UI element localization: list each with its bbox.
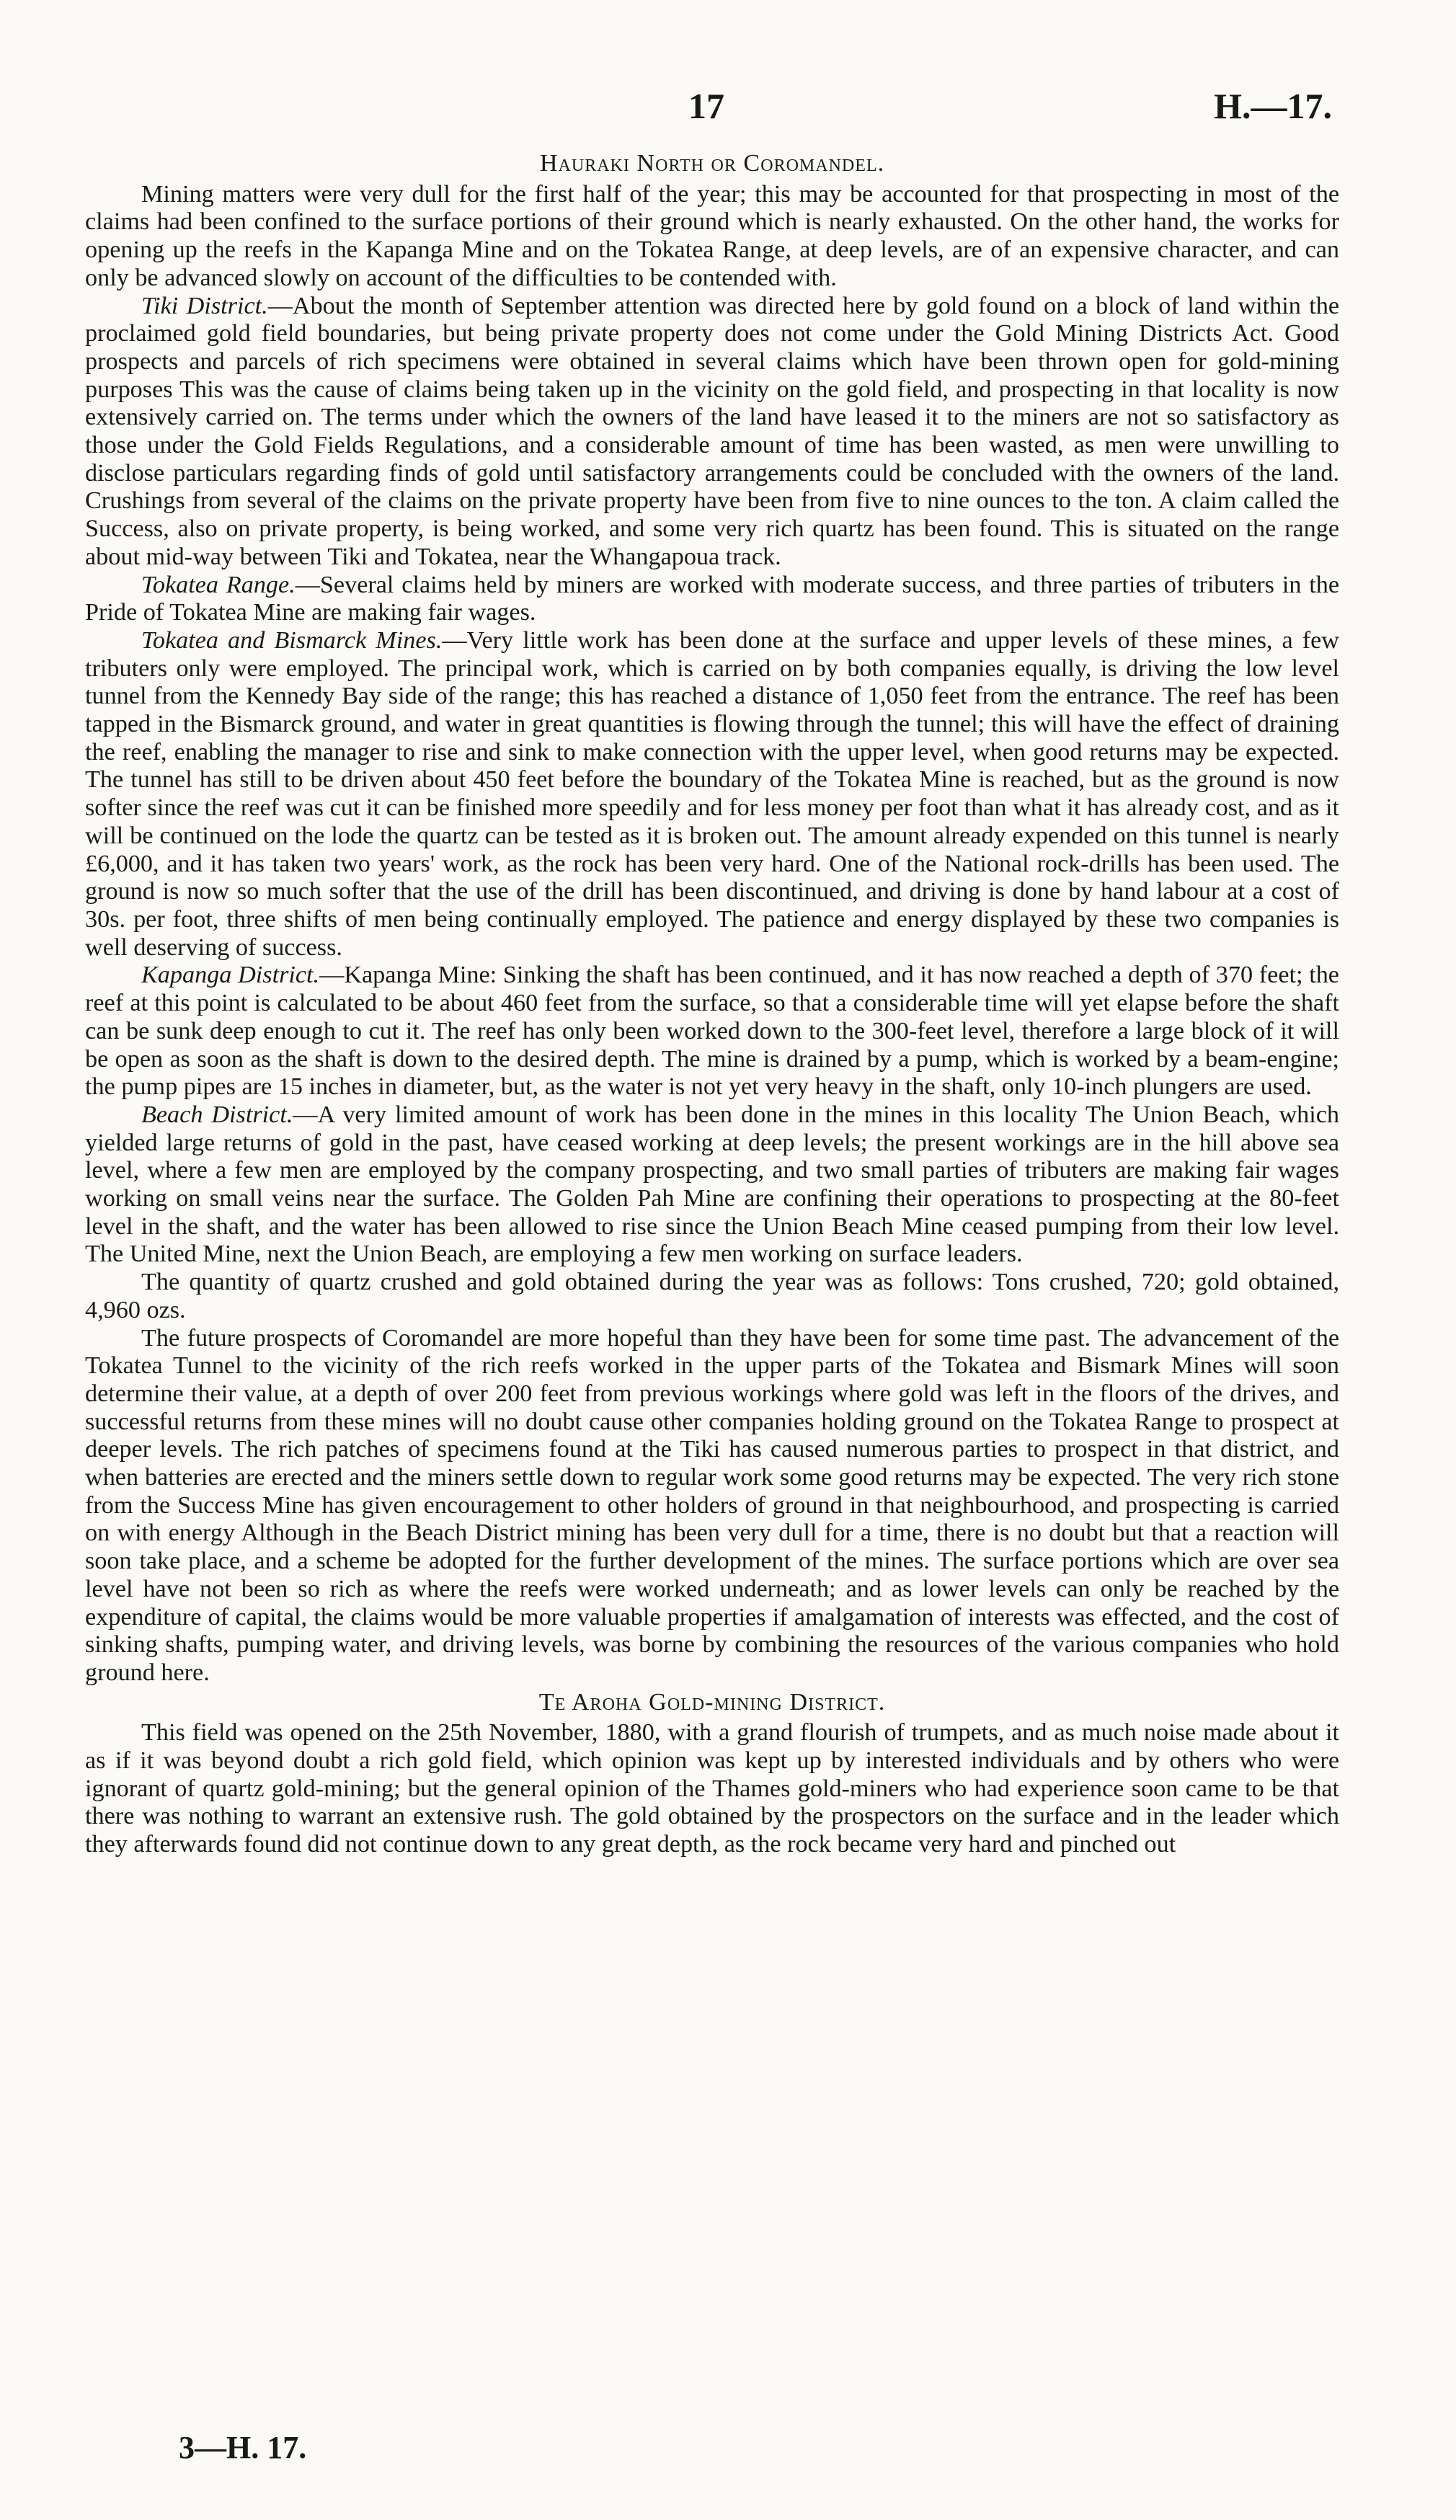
footer-signature: 3—H. 17.: [179, 2430, 307, 2465]
paragraph-text: Mining matters were very dull for the first half of the year; this may be accounted for that prospecting in most of the claims had been confined to the surface portions of their ground which is nearly exhausted. On the other hand, the works for opening up the reefs in the Kapanga Mine and on the Tokatea Range, at deep levels, are of an expensive character, and can only be advanced slowly on account of the difficulties to be contended with.: [85, 180, 1339, 291]
paragraph-text: The quantity of quartz crushed and gold obtained during the year was as follows: Tons crushed, 720; gold obtained, 4,960 ozs.: [85, 1269, 1339, 1323]
body-text: [85, 148, 1339, 1859]
paragraph-beach-district: [85, 1101, 1339, 1269]
paragraph-text: —Kapanga Mine: Sinking the shaft has been continued, and it has now reached a depth of 370 feet; the reef at this point is calculated to be about 460 feet from the surface, so that a considerable time will yet elapse before the shaft can be sunk deep enough to cut it. The reef has only been worked down to the 300-feet level, therefore a large block of it will be open as soon as the shaft is down to the desired depth. The mine is drained by a pump, which is worked by a beam-engine; the pump pipes are 15 inches in diameter, but, as the water is not yet very heavy in the shaft, only 10-inch plungers are used.: [85, 962, 1339, 1101]
page-number: 17: [688, 86, 724, 126]
paragraph-kapanga-district: [85, 962, 1339, 1101]
district-label: Tokatea Range.: [141, 571, 296, 598]
paragraph-mining-matters: [85, 181, 1339, 293]
paragraph-text: —Several claims held by miners are worked with moderate success, and three parties of tributers in the Pride of Tokatea Mine are making fair wages.: [85, 571, 1340, 626]
paragraph-text: This field was opened on the 25th November, 1880, with a grand flourish of trumpets, and as much noise made about it as if it was beyond doubt a rich gold field, which opinion was kept up by interested individuals and by others who were ignorant of quartz gold-mining; but the general opinion of the Thames gold-miners who had experience soon came to be that there was nothing to warrant an extensive rush. The gold obtained by the prospectors on the surface and in the leader which they afterwards found did not continue down to any great depth, as the rock became very hard and pinched out: [85, 1719, 1339, 1858]
district-label: Kapanga District.: [141, 962, 320, 989]
paragraph-text: —Very little work has been done at the surface and upper levels of these mines, a few tributers only were employed. The principal work, which is carried on by both companies equally, is driving the low level tunnel from the Kennedy Bay side of the range; this has reached a distance of 1,050 feet from the entrance. The reef has been tapped in the Bismarck ground, and water in great quantities is flowing through the tunnel; this will have the effect of draining the reef, enabling the manager to rise and sink to make connection with the upper level, when good returns may be expected. The tunnel has still to be driven about 450 feet before the boundary of the Tokatea Mine is reached, but as the ground is now softer since the reef was cut it can be finished more speedily and for less money per foot than what it has already cost, and as it will be continued on the lode the quartz can be tested as it is broken out. The amount already expended on this tunnel is nearly £6,000, and it has taken two years' work, as the rock has been very hard. One of the National rock-drills has been used. The ground is now so much softer that the use of the drill has been discontinued, and driving is done by hand labour at a cost of 30s. per foot, three shifts of men being continually employed. The patience and energy displayed by these two companies is well deserving of success.: [85, 626, 1339, 961]
document-reference: H.—17.: [1214, 86, 1332, 126]
page-header: [0, 85, 1456, 136]
district-label: Beach District.: [141, 1101, 293, 1128]
district-label: Tiki District.: [141, 292, 268, 319]
paragraph-text: —About the month of September attention was directed here by gold found on a block of land within the proclaimed gold field boundaries, but being private property does not come under the Gold Mining Districts Act. Good prospects and parcels of rich specimens were obtained in several claims which have been thrown open for gold-mining purposes This was the cause of claims being taken up in the vicinity on the gold field, and prospecting in that locality is now extensively carried on. The terms under which the owners of the land have leased it to the miners are not so satisfactory as those under the Gold Fields Regulations, and a considerable amount of time has been wasted, as men were unwilling to disclose particulars regarding finds of gold until satisfactory arrangements could be concluded with the owners of the land. Crushings from several of the claims on the private property have been from five to nine ounces to the ton. A claim called the Success, also on private property, is being worked, and some very rich quartz has been found. This is situated on the range about mid-way between Tiki and Tokatea, near the Whangapoua track.: [85, 292, 1340, 570]
section-heading-coromandel: Hauraki North or Coromandel.: [539, 150, 885, 177]
paragraph-tiki-district: [85, 293, 1339, 572]
paragraph-tokatea-range: [85, 572, 1339, 627]
paragraph-tokatea-bismarck: [85, 627, 1339, 962]
paragraph-future-prospects: [85, 1325, 1339, 1687]
section-heading-te-aroha: Te Aroha Gold-mining District.: [538, 1688, 886, 1716]
paragraph-te-aroha-opening: [85, 1719, 1339, 1859]
paragraph-text: —A very limited amount of work has been done in the mines in this locality The Union Beach, which yielded large returns of gold in the past, have ceased working at deep levels; the present workings are in the hill above sea level, where a few men are employed by the company prospecting, and two small parties of tributers are making fair wages working on small veins near the surface. The Golden Pah Mine are confining their operations to prospecting at the 80-feet level in the shaft, and the water has been allowed to rise since the Union Beach Mine ceased pumping from their low level. The United Mine, next the Union Beach, are employing a few men working on surface leaders.: [85, 1101, 1339, 1268]
paragraph-text: The future prospects of Coromandel are more hopeful than they have been for some time past. The advancement of the Tokatea Tunnel to the vicinity of the rich reefs worked in the upper parts of the Tokatea and Bismark Mines will soon determine their value, at a depth of over 200 feet from previous workings where gold was left in the floors of the drives, and successful returns from these mines will no doubt cause other companies holding ground on the Tokatea Range to prospect at deeper levels. The rich patches of specimens found at the Tiki has caused numerous parties to prospect in that district, and when batteries are erected and the miners settle down to regular work some good returns may be expected. The very rich stone from the Success Mine has given encouragement to other holders of ground in that neighbourhood, and prospecting is carried on with energy Although in the Beach District mining has been very dull for a time, there is no doubt but that a reaction will soon take place, and a scheme be adopted for the further development of the mines. The surface portions which are over sea level have not been so rich as where the reefs were worked underneath; and as lower levels can only be reached by the expenditure of capital, the claims would be more valuable properties if amalgamation of interests was effected, and the cost of sinking shafts, pumping water, and driving levels, was borne by combining the resources of the various companies who hold ground here.: [85, 1324, 1339, 1686]
district-label: Tokatea and Bismarck Mines.: [141, 626, 443, 654]
paragraph-quartz-crushed: [85, 1269, 1339, 1324]
